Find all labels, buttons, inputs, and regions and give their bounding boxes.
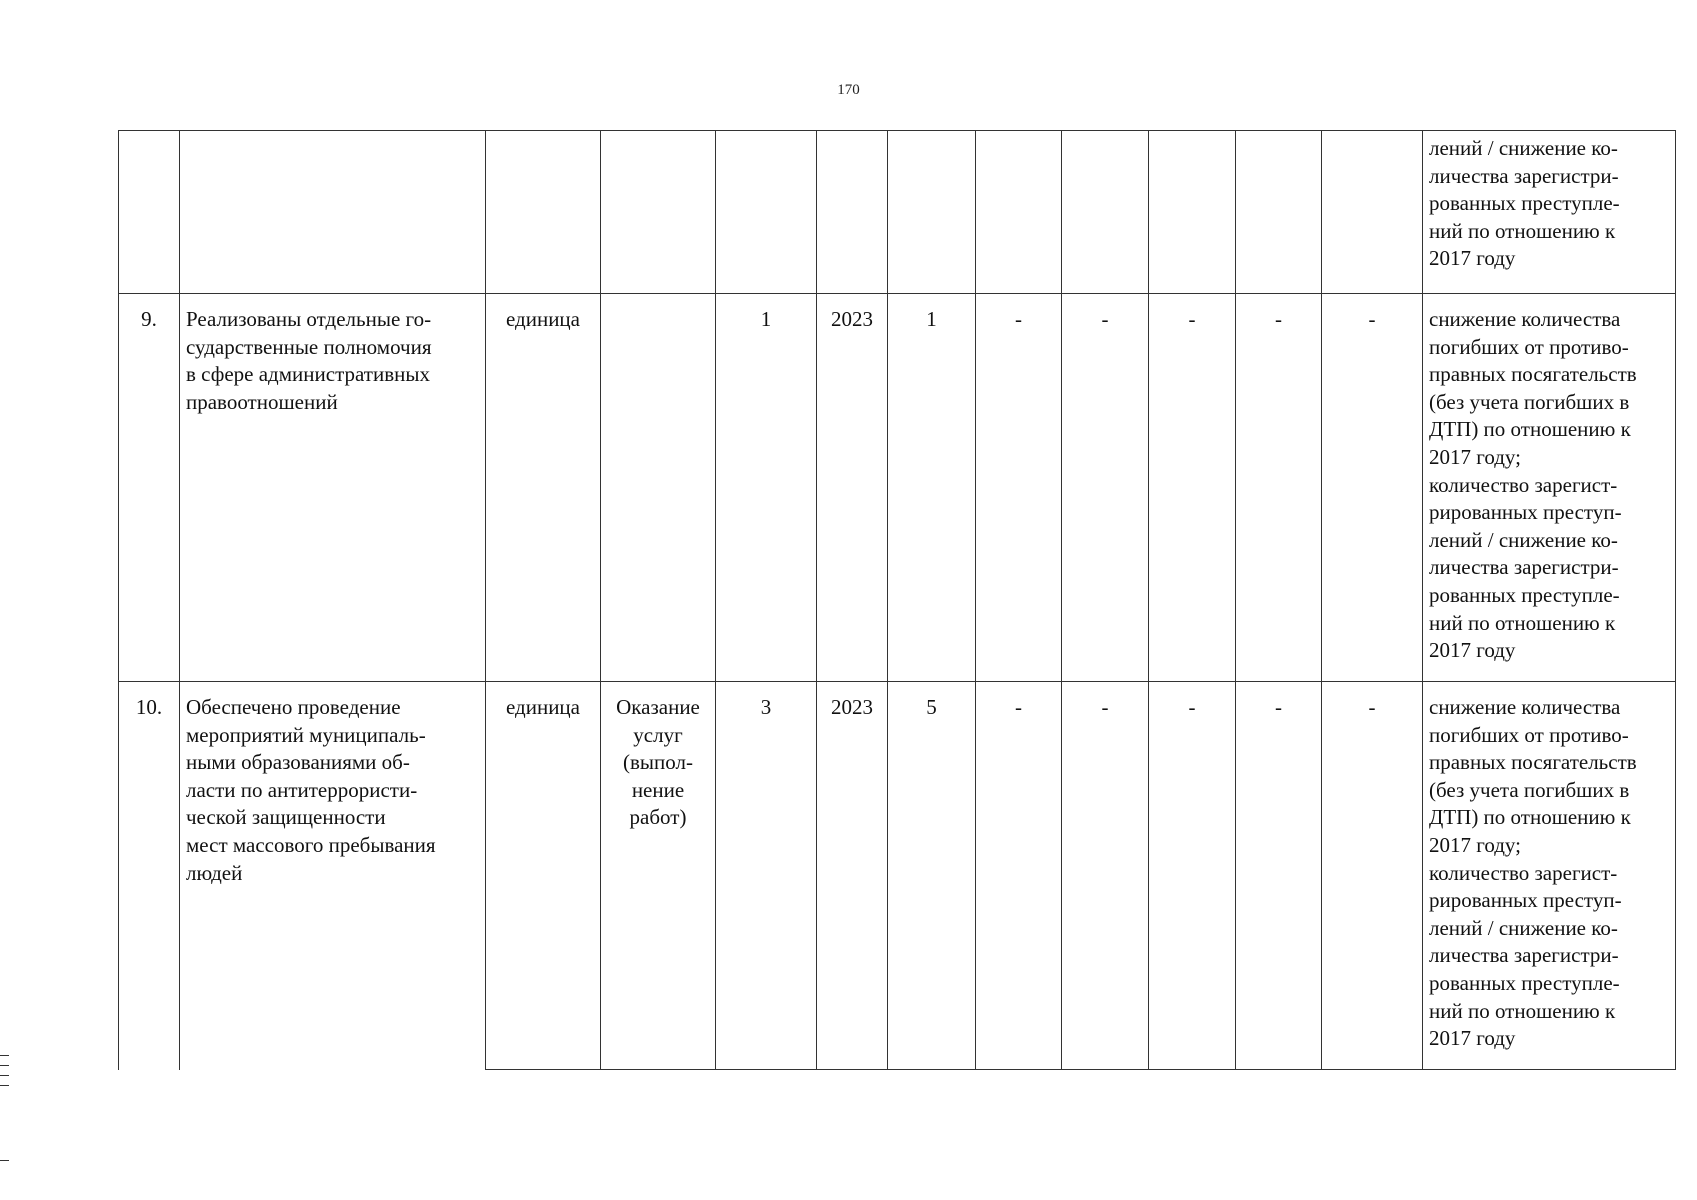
base-value-cell <box>716 131 817 294</box>
value-cell <box>1149 131 1236 294</box>
result-name <box>180 131 486 294</box>
page-number: 170 <box>837 82 860 98</box>
indicator-link-cell: снижение количества погибших от противо- правных посягательств (без учета погибших в ДТП) по отношению к 2017 году; количество зарегист- рированных преступ- лений / снижение ко- личества зарегистри- рованных преступле- ний по отношению к 2017 году <box>1423 294 1676 682</box>
indicator-link-cell: снижение количества погибших от противо- правных посягательств (без учета погибших в ДТП) по отношению к 2017 году; количество зарегист- рированных преступ- лений / снижение ко- личества зарегистри- рованных преступле- ний по отношению к 2017 году <box>1423 682 1676 1070</box>
value-cell <box>888 131 976 294</box>
base-value-cell: 3 <box>716 682 817 1070</box>
type-cell <box>601 294 716 682</box>
value-cell: - <box>976 294 1062 682</box>
row-number: 10. <box>119 682 180 1070</box>
value-cell <box>1322 131 1423 294</box>
value-cell: - <box>1322 682 1423 1070</box>
base-year-cell <box>817 131 888 294</box>
value-cell: 5 <box>888 682 976 1070</box>
row-number <box>119 131 180 294</box>
result-name: Реализованы отдельные го- сударственные полномочия в сфере административных правоотношений <box>180 294 486 682</box>
value-cell: 1 <box>888 294 976 682</box>
table-row <box>119 682 1676 1070</box>
value-cell: - <box>1236 294 1322 682</box>
value-cell <box>1236 131 1322 294</box>
unit-cell <box>486 131 601 294</box>
indicator-link-cell: лений / снижение ко- личества зарегистри- рованных преступле- ний по отношению к 2017 году <box>1423 131 1676 294</box>
type-cell: Оказание услуг (выпол- нение работ) <box>601 682 716 1070</box>
base-year-cell: 2023 <box>817 294 888 682</box>
value-cell: - <box>1062 682 1149 1070</box>
type-cell <box>601 131 716 294</box>
base-value-cell: 1 <box>716 294 817 682</box>
unit-cell: единица <box>486 682 601 1070</box>
result-name: Обеспечено проведение мероприятий муниципаль- ными образованиями об- ласти по антитеррористи- ческой защищенности мест массового пребывания людей <box>180 682 486 1070</box>
table-row <box>119 294 1676 682</box>
value-cell: - <box>1322 294 1423 682</box>
value-cell: - <box>976 682 1062 1070</box>
unit-cell: единица <box>486 294 601 682</box>
value-cell <box>1062 131 1149 294</box>
base-year-cell: 2023 <box>817 682 888 1070</box>
value-cell: - <box>1149 682 1236 1070</box>
value-cell: - <box>1149 294 1236 682</box>
table-row <box>119 131 1676 294</box>
value-cell: - <box>1236 682 1322 1070</box>
value-cell: - <box>1062 294 1149 682</box>
scan-margin-marks <box>0 1055 12 1175</box>
row-number: 9. <box>119 294 180 682</box>
value-cell <box>976 131 1062 294</box>
results-table <box>118 130 1676 1070</box>
